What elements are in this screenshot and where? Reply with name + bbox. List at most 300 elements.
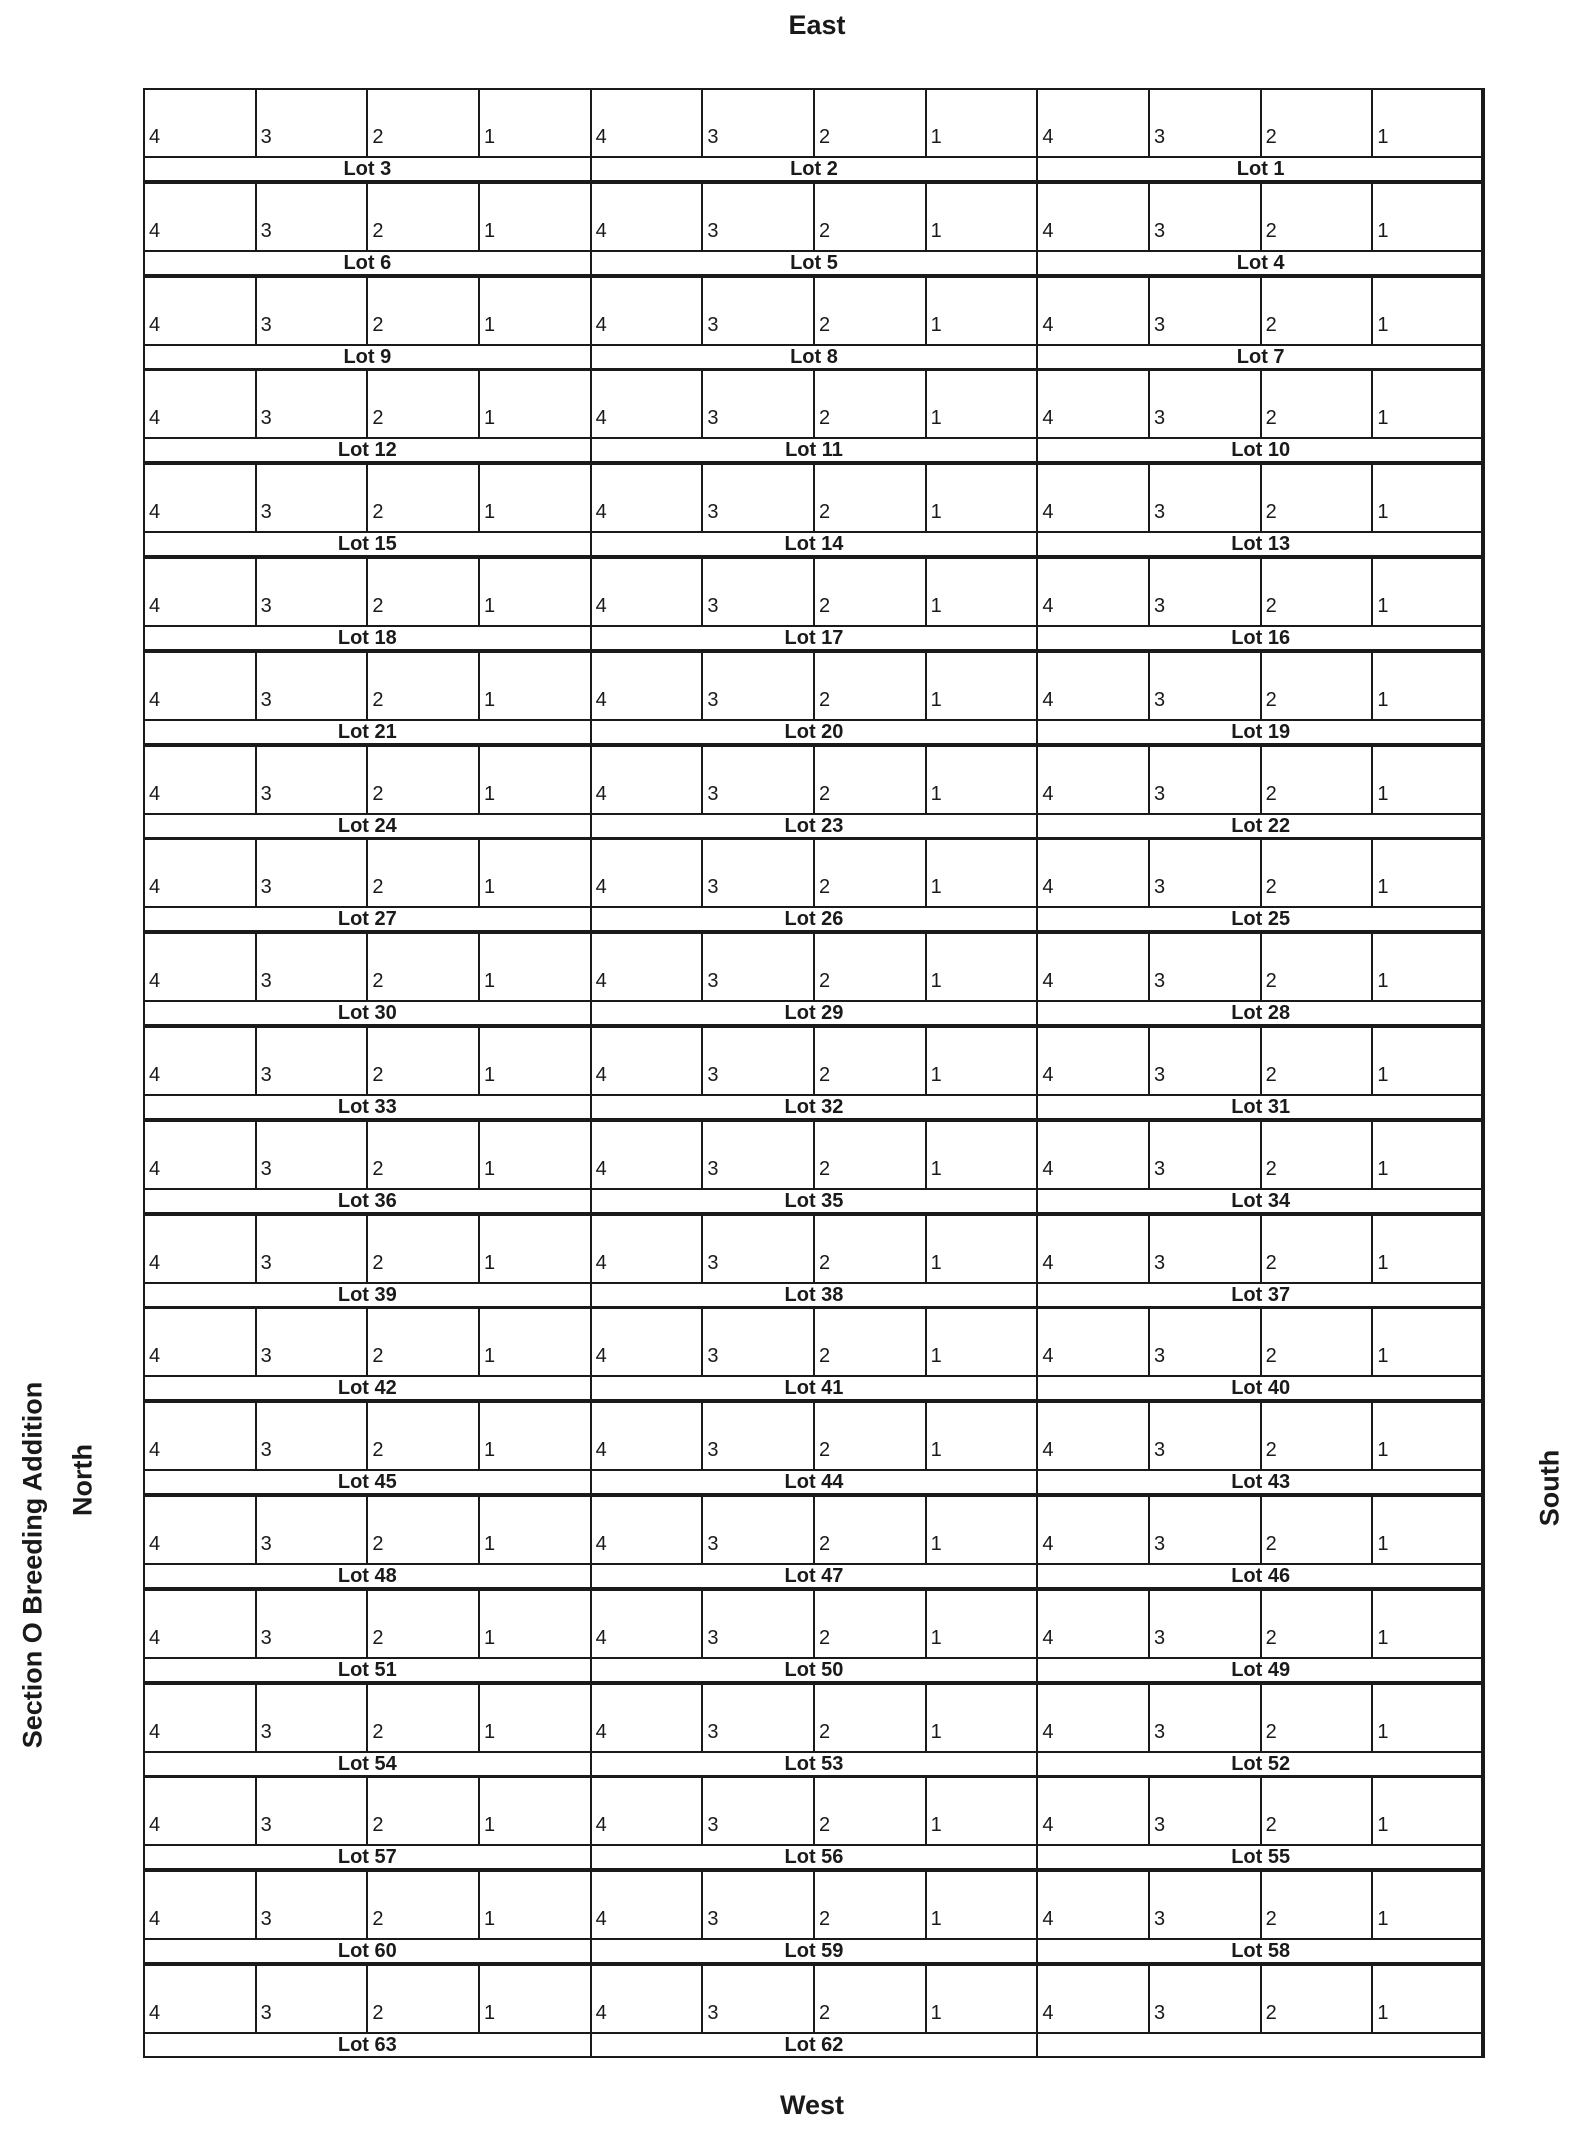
plot-cell [1260, 1120, 1374, 1190]
lot-row [143, 1870, 1483, 1964]
plot-number: 4 [595, 1345, 607, 1368]
plot-number: 3 [260, 407, 272, 430]
plot-number: 3 [1154, 1626, 1166, 1649]
plot-number: 2 [1265, 1814, 1277, 1837]
plot-number: 3 [260, 1908, 272, 1931]
plot-number: 2 [1265, 1345, 1277, 1368]
plot-cell [1036, 1964, 1150, 2034]
plot-cell [1036, 1870, 1150, 1940]
plot-number: 2 [372, 313, 384, 336]
plot-cell [366, 182, 480, 252]
plot-cell [143, 1120, 257, 1190]
plot-cell [255, 1026, 369, 1096]
plot-cell [1036, 651, 1150, 721]
plot-number: 3 [707, 688, 719, 711]
plot-cell [1148, 1776, 1262, 1846]
lot-label: Lot 13 [1036, 531, 1485, 557]
plot-cell [478, 1307, 592, 1377]
plot-number: 2 [819, 688, 831, 711]
plot-cell [255, 1870, 369, 1940]
plot-number: 3 [707, 313, 719, 336]
plot-cell [366, 1589, 480, 1659]
plot-number: 4 [595, 1626, 607, 1649]
lot-row [143, 932, 1483, 1026]
plot-cell [366, 651, 480, 721]
plot-number: 3 [707, 970, 719, 993]
plot-number: 3 [707, 1251, 719, 1274]
plot-number: 4 [1042, 1814, 1054, 1837]
plot-number: 1 [1377, 2002, 1389, 2024]
plot-cell [366, 1307, 480, 1377]
plot-number: 1 [1377, 688, 1389, 711]
plot-number: 3 [260, 1720, 272, 1743]
plot-number: 3 [707, 2002, 719, 2024]
lot-label: Lot 59 [590, 1938, 1039, 1964]
compass-east-label: East [788, 10, 846, 40]
plot-cell [813, 1307, 927, 1377]
plot-cell [1371, 463, 1485, 533]
plot-cell [701, 1214, 815, 1284]
lot-label: Lot 11 [590, 437, 1039, 463]
lot-label: Lot 39 [143, 1282, 592, 1308]
plot-number: 2 [372, 782, 384, 805]
plot-cell [143, 1776, 257, 1846]
plot-number: 4 [1042, 126, 1054, 148]
plot-cell [1371, 1120, 1485, 1190]
plot-cell [143, 1214, 257, 1284]
plot-number: 4 [595, 876, 607, 899]
plot-number: 1 [484, 1439, 496, 1462]
lot-label: Lot 60 [143, 1938, 592, 1964]
lot-label: Lot 22 [1036, 813, 1485, 839]
plot-number: 3 [260, 595, 272, 617]
plot-number: 3 [1154, 1345, 1166, 1368]
plot-cell [1148, 1214, 1262, 1284]
plot-number: 4 [1042, 1533, 1054, 1555]
plot-number: 2 [819, 1064, 831, 1086]
plot-cell [478, 557, 592, 627]
plot-number: 1 [930, 2002, 942, 2024]
plot-cell [255, 88, 369, 158]
plot-number: 4 [595, 219, 607, 242]
compass-south-label: South [1534, 1449, 1565, 1527]
plot-cell [1371, 651, 1485, 721]
lot-row [143, 745, 1483, 839]
lot-label: Lot 23 [590, 813, 1039, 839]
lot-label: Lot 62 [590, 2032, 1039, 2058]
plot-cell [255, 1120, 369, 1190]
plot-number: 2 [819, 1251, 831, 1274]
plot-number: 2 [1265, 1064, 1277, 1086]
plot-number: 2 [372, 1251, 384, 1274]
plot-cell [478, 1964, 592, 2034]
plot-number: 1 [484, 782, 496, 805]
lot-label: Lot 17 [590, 625, 1039, 651]
plot-cell [925, 1589, 1039, 1659]
plot-cell [701, 1495, 815, 1565]
plot-number: 4 [595, 1064, 607, 1086]
plot-number: 1 [930, 407, 942, 430]
plot-cell [366, 1120, 480, 1190]
plot-cell [1371, 1495, 1485, 1565]
lot-row [143, 182, 1483, 276]
plot-number: 4 [595, 1814, 607, 1837]
plot-number: 2 [819, 1439, 831, 1462]
plot-number: 3 [260, 876, 272, 899]
plot-cell [590, 1870, 704, 1940]
plot-cell [813, 182, 927, 252]
plot-number: 3 [1154, 126, 1166, 148]
lot-label: Lot 6 [143, 250, 592, 276]
plot-cell [1036, 182, 1150, 252]
plot-cell [1036, 745, 1150, 815]
plot-cell [366, 463, 480, 533]
plot-number: 2 [819, 1814, 831, 1837]
plot-number: 1 [484, 1157, 496, 1180]
lot-label: Lot 29 [590, 1000, 1039, 1026]
plot-cell [813, 557, 927, 627]
plot-number: 4 [149, 1251, 161, 1274]
lot-row [143, 557, 1483, 651]
plot-cell [255, 838, 369, 908]
plot-cell [1371, 1307, 1485, 1377]
plot-number: 4 [149, 1814, 161, 1837]
lot-label: Lot 21 [143, 719, 592, 745]
plot-cell [925, 838, 1039, 908]
plot-number: 1 [930, 876, 942, 899]
plot-cell [1260, 88, 1374, 158]
plot-cell [701, 463, 815, 533]
plot-number: 2 [819, 876, 831, 899]
plot-number: 3 [707, 876, 719, 899]
lot-row [143, 838, 1483, 932]
plot-number: 4 [1042, 1439, 1054, 1462]
plot-cell [925, 369, 1039, 439]
plot-cell [1036, 1776, 1150, 1846]
plot-number: 2 [372, 1064, 384, 1086]
plot-number: 4 [595, 313, 607, 336]
plot-number: 1 [484, 876, 496, 899]
lot-row [143, 1495, 1483, 1589]
plot-number: 3 [1154, 2002, 1166, 2024]
plot-cell [478, 276, 592, 346]
plot-cell [1036, 1120, 1150, 1190]
plot-cell [478, 745, 592, 815]
lot-label: Lot 55 [1036, 1844, 1485, 1870]
plot-cell [590, 932, 704, 1002]
plot-number: 2 [1265, 688, 1277, 711]
plot-number: 4 [595, 970, 607, 993]
lot-label-bar [143, 1938, 1483, 1964]
plot-cell [255, 1776, 369, 1846]
plot-cell [478, 1683, 592, 1753]
plot-cell [590, 1401, 704, 1471]
plot-cell [366, 557, 480, 627]
plot-number: 1 [484, 1814, 496, 1837]
plot-number: 4 [595, 407, 607, 430]
lot-label: Lot 19 [1036, 719, 1485, 745]
lot-label: Lot 49 [1036, 1657, 1485, 1683]
plot-number: 3 [1154, 501, 1166, 524]
plot-number: 1 [930, 1345, 942, 1368]
plot-number: 1 [484, 2002, 496, 2024]
plot-cell [478, 1776, 592, 1846]
plot-cell [255, 1495, 369, 1565]
plot-number: 4 [595, 688, 607, 711]
plot-cell [478, 182, 592, 252]
plot-number: 1 [1377, 970, 1389, 993]
plot-cell [366, 369, 480, 439]
plot-cell [1371, 88, 1485, 158]
plot-number: 3 [260, 1439, 272, 1462]
plot-cell [478, 1589, 592, 1659]
plot-number: 1 [1377, 1064, 1389, 1086]
lot-label-bar [143, 813, 1483, 839]
plot-number: 3 [260, 1814, 272, 1837]
plot-cell [1036, 369, 1150, 439]
plot-number: 4 [1042, 1345, 1054, 1368]
plot-cell [1371, 838, 1485, 908]
plot-cell [366, 932, 480, 1002]
lot-label-bar [143, 1094, 1483, 1120]
plot-number: 2 [1265, 970, 1277, 993]
plot-number: 2 [819, 1345, 831, 1368]
plot-number: 3 [260, 313, 272, 336]
plot-number: 2 [1265, 2002, 1277, 2024]
plot-cell [1260, 1683, 1374, 1753]
plot-cell [143, 369, 257, 439]
plot-number: 2 [819, 501, 831, 524]
lot-label: Lot 27 [143, 906, 592, 932]
plot-number: 4 [149, 219, 161, 242]
plot-cell [143, 745, 257, 815]
plot-number: 3 [1154, 1814, 1166, 1837]
plot-cell [366, 88, 480, 158]
plot-cell [143, 932, 257, 1002]
plot-cell [701, 1026, 815, 1096]
lot-label: Lot 47 [590, 1563, 1039, 1589]
plot-number: 1 [1377, 501, 1389, 524]
plot-number: 3 [260, 126, 272, 148]
plot-cell [1036, 276, 1150, 346]
lot-label: Lot 31 [1036, 1094, 1485, 1120]
plot-cell [701, 651, 815, 721]
plot-cell [366, 838, 480, 908]
lot-label: Lot 41 [590, 1375, 1039, 1401]
lot-label: Lot 15 [143, 531, 592, 557]
plot-cell [1260, 1776, 1374, 1846]
plot-cell [701, 369, 815, 439]
plot-cell [255, 463, 369, 533]
lot-label: Lot 7 [1036, 344, 1485, 370]
plot-number: 4 [595, 1533, 607, 1555]
plot-number: 2 [819, 1720, 831, 1743]
lot-label: Lot 1 [1036, 156, 1485, 182]
plot-number: 4 [149, 126, 161, 148]
plot-number: 4 [1042, 2002, 1054, 2024]
plot-number: 1 [1377, 1345, 1389, 1368]
lot-label-bar [143, 250, 1483, 276]
lot-row [143, 1401, 1483, 1495]
plot-number: 2 [1265, 313, 1277, 336]
plot-cell [1148, 838, 1262, 908]
plot-number: 3 [707, 1626, 719, 1649]
plot-number: 4 [1042, 688, 1054, 711]
plot-cell [590, 838, 704, 908]
plot-number: 4 [1042, 1064, 1054, 1086]
plot-number: 1 [930, 1720, 942, 1743]
plot-cell [1036, 1401, 1150, 1471]
plot-cell [255, 1401, 369, 1471]
plot-number: 2 [372, 126, 384, 148]
lot-label: Lot 2 [590, 156, 1039, 182]
plot-cell [1036, 557, 1150, 627]
plot-cell [701, 1120, 815, 1190]
plot-cell [1148, 1307, 1262, 1377]
plot-cell [590, 88, 704, 158]
plot-number: 1 [1377, 219, 1389, 242]
plot-cell [1371, 745, 1485, 815]
plot-cell [1260, 369, 1374, 439]
plot-cell [1036, 1589, 1150, 1659]
plot-number: 4 [595, 1439, 607, 1462]
lot-label: Lot 25 [1036, 906, 1485, 932]
plot-cell [813, 369, 927, 439]
plot-cell [478, 463, 592, 533]
plot-cell [590, 1026, 704, 1096]
lot-label-bar [143, 719, 1483, 745]
plot-cell [255, 182, 369, 252]
plot-number: 3 [1154, 970, 1166, 993]
plot-number: 3 [260, 1533, 272, 1555]
plot-cell [925, 745, 1039, 815]
lot-row [143, 651, 1483, 745]
plot-number: 1 [930, 1814, 942, 1837]
plot-number: 3 [1154, 1157, 1166, 1180]
plot-number: 3 [260, 219, 272, 242]
plot-number: 1 [930, 1533, 942, 1555]
plot-cell [701, 1964, 815, 2034]
plot-number: 4 [595, 1157, 607, 1180]
plot-number: 4 [1042, 407, 1054, 430]
lot-label: Lot 12 [143, 437, 592, 463]
plot-cell [143, 557, 257, 627]
plot-cell [701, 557, 815, 627]
plot-number: 1 [484, 1251, 496, 1274]
plot-cell [1148, 1495, 1262, 1565]
plot-number: 2 [1265, 1908, 1277, 1931]
plot-cell [925, 276, 1039, 346]
lot-label: Lot 44 [590, 1469, 1039, 1495]
plot-number: 4 [595, 782, 607, 805]
plot-number: 1 [484, 1908, 496, 1931]
plot-number: 3 [260, 501, 272, 524]
plot-number: 1 [1377, 1533, 1389, 1555]
plot-number: 1 [1377, 1157, 1389, 1180]
plot-number: 1 [484, 219, 496, 242]
plot-number: 3 [260, 970, 272, 993]
plot-number: 4 [1042, 1157, 1054, 1180]
lot-label: Lot 36 [143, 1188, 592, 1214]
lot-label-bar [143, 2032, 1483, 2058]
lot-label: Lot 52 [1036, 1751, 1485, 1777]
plot-cell [813, 651, 927, 721]
plot-cell [1371, 1401, 1485, 1471]
lot-label: Lot 46 [1036, 1563, 1485, 1589]
plot-number: 3 [707, 1345, 719, 1368]
plot-cell [366, 276, 480, 346]
plot-cell [701, 1870, 815, 1940]
plot-cell [590, 1495, 704, 1565]
plot-number: 2 [372, 1626, 384, 1649]
lot-row [143, 1683, 1483, 1777]
plot-number: 2 [819, 970, 831, 993]
plot-cell [478, 1495, 592, 1565]
lot-label: Lot 5 [590, 250, 1039, 276]
plot-number: 1 [930, 501, 942, 524]
plot-cell [813, 1870, 927, 1940]
plot-cell [813, 838, 927, 908]
plot-number: 2 [819, 126, 831, 148]
lot-label-bar [143, 156, 1483, 182]
plot-cell [366, 1964, 480, 2034]
plot-number: 3 [707, 1908, 719, 1931]
plot-cell [1036, 1683, 1150, 1753]
plot-number: 3 [707, 1064, 719, 1086]
plot-number: 2 [1265, 876, 1277, 899]
plot-cell [1036, 1495, 1150, 1565]
plot-cell [143, 1401, 257, 1471]
plot-number: 4 [149, 2002, 161, 2024]
plot-number: 2 [819, 1157, 831, 1180]
lot-label: Lot 3 [143, 156, 592, 182]
plot-cell [1148, 369, 1262, 439]
plot-cell [1371, 182, 1485, 252]
plot-number: 3 [260, 1251, 272, 1274]
plot-cell [1371, 1026, 1485, 1096]
plot-cell [813, 1683, 927, 1753]
plot-number: 1 [1377, 595, 1389, 617]
plot-cell [143, 1307, 257, 1377]
compass-west-label: West [779, 2090, 845, 2120]
plot-cell [925, 1026, 1039, 1096]
plot-cell [813, 745, 927, 815]
plot-cell [1148, 1870, 1262, 1940]
plot-cell [1148, 463, 1262, 533]
plot-cell [366, 1401, 480, 1471]
plot-number: 2 [819, 1626, 831, 1649]
lot-label: Lot 43 [1036, 1469, 1485, 1495]
lot-label-bar [143, 1000, 1483, 1026]
plot-cell [925, 1214, 1039, 1284]
plot-number: 2 [1265, 782, 1277, 805]
plot-cell [478, 838, 592, 908]
lot-label-bar [143, 1657, 1483, 1683]
plot-number: 1 [1377, 313, 1389, 336]
plot-cell [925, 463, 1039, 533]
plot-cell [1371, 557, 1485, 627]
plot-number: 2 [1265, 407, 1277, 430]
lot-label-bar [143, 1469, 1483, 1495]
lot-label: Lot 8 [590, 344, 1039, 370]
plot-cell [1260, 463, 1374, 533]
plot-cell [701, 182, 815, 252]
plot-cell [1371, 276, 1485, 346]
plot-cell [590, 1307, 704, 1377]
plot-cell [366, 1495, 480, 1565]
lot-label: Lot 63 [143, 2032, 592, 2058]
plot-number: 2 [1265, 501, 1277, 524]
